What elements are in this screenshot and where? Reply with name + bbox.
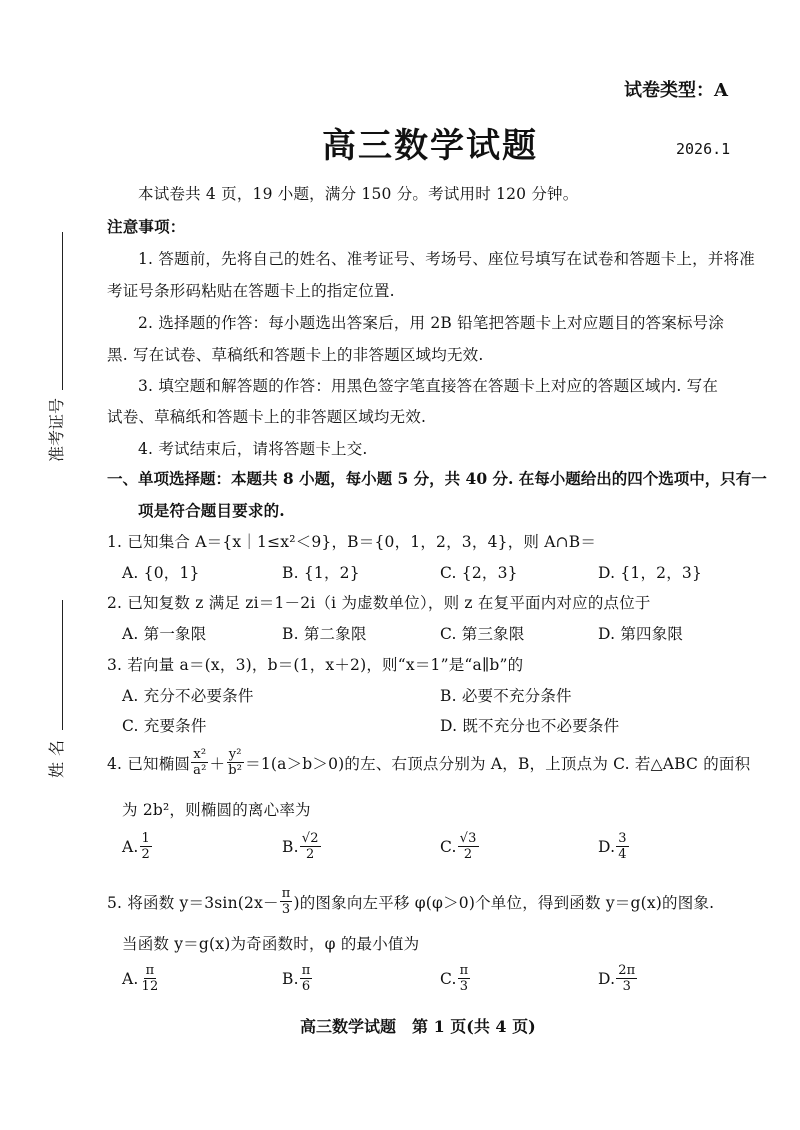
q4-option-b: [282, 832, 322, 861]
q4-option-label: D.: [598, 837, 616, 856]
q4-option-d-den: 4: [618, 847, 627, 862]
q1-option-d: D. {1，2，3}: [598, 564, 703, 582]
q5-option-a-den: 12: [141, 979, 159, 994]
q4-stem-pre: 4. 已知椭圆: [107, 754, 191, 773]
notice-line: 试卷、草稿纸和答题卡上的非答题区域均无效.: [107, 408, 427, 426]
notice-line: 4. 考试结束后，请将答题卡上交.: [138, 440, 368, 458]
q2-option-c: C. 第三象限: [440, 625, 525, 643]
q5-option-label: D.: [598, 969, 616, 988]
q4-fraction-x-den: a²: [193, 763, 207, 778]
q5-option-c-num: π: [459, 963, 469, 978]
notice-line: 1. 答题前，先将自己的姓名、准考证号、考场号、座位号填写在试卷和答题卡上，并将准: [138, 250, 755, 268]
q5-option-b: [282, 964, 313, 993]
q3-option-d: D. 既不充分也不必要条件: [440, 717, 620, 735]
q5-option-b-den: 6: [301, 979, 311, 994]
question-4-stem-line2: 为 2b²，则椭圆的离心率为: [122, 801, 311, 819]
q4-fraction-x: [191, 748, 208, 777]
q5-fraction-den: 3: [281, 902, 291, 917]
q4-option-a-den: 2: [141, 847, 151, 862]
question-2-stem: 2. 已知复数 z 满足 zi＝1－2i（i 为虚数单位），则 z 在复平面内对应的点位于: [107, 594, 651, 612]
notice-heading: 注意事项：: [107, 217, 186, 236]
q5-stem-pre: 5. 将函数 y＝3sin(2x－: [107, 893, 279, 912]
exam-date: 2026.1: [676, 140, 731, 158]
question-1-stem: 1. 已知集合 A＝{x｜1≤x²＜9}，B＝{0，1，2，3，4}，则 A∩B＝: [107, 533, 597, 551]
q4-option-b-num: √2: [301, 831, 319, 846]
q2-option-d: D. 第四象限: [598, 625, 684, 643]
q4-option-a-num: 1: [141, 831, 151, 846]
exam-number-label: 准考证号: [47, 397, 66, 462]
q4-option-c: [440, 832, 480, 861]
q5-option-b-num: π: [301, 963, 311, 978]
section-heading-cont: 项是符合题目要求的.: [138, 501, 285, 520]
q5-fraction-num: π: [281, 886, 291, 901]
notice-line: 考证号条形码粘贴在答题卡上的指定位置.: [107, 282, 395, 300]
q3-option-c: C. 充要条件: [122, 717, 207, 735]
q3-option-b: B. 必要不充分条件: [440, 687, 572, 705]
q3-option-a: A. 充分不必要条件: [122, 687, 254, 705]
q4-option-c-den: 2: [463, 847, 473, 862]
q5-option-d-den: 3: [622, 979, 632, 994]
q1-option-c: C. {2，3}: [440, 564, 518, 582]
q5-option-d-num: 2π: [618, 963, 636, 978]
q5-option-d: [598, 964, 638, 993]
q4-option-b-den: 2: [305, 847, 315, 862]
q5-option-label: C.: [440, 969, 457, 988]
q4-fraction-x-num: x²: [193, 747, 207, 762]
q4-fraction-y-den: b²: [228, 763, 243, 778]
section-heading: 一、单项选择题：本题共 8 小题，每小题 5 分，共 40 分. 在每小题给出的四个选项中，只有一: [107, 469, 767, 488]
q4-fraction-y-num: y²: [228, 747, 242, 762]
q4-option-c-num: √3: [459, 831, 477, 846]
q5-option-c-den: 3: [459, 979, 469, 994]
q5-option-c: [440, 964, 471, 993]
name-label: 姓名: [47, 733, 66, 778]
q1-option-b: B. {1，2}: [282, 564, 360, 582]
question-4-stem: [107, 748, 750, 777]
q2-option-a: A. 第一象限: [122, 625, 207, 643]
page-footer: 高三数学试题 第 1 页(共 4 页): [300, 1017, 536, 1036]
notice-line: 黑. 写在试卷、草稿纸和答题卡上的非答题区域均无效.: [107, 346, 484, 364]
q4-option-label: B.: [282, 837, 299, 856]
notice-line: 2. 选择题的作答：每小题选出答案后，用 2B 铅笔把答题卡上对应题目的答案标号涂: [138, 314, 725, 332]
question-3-stem: 3. 若向量 a＝(x，3)，b＝(1，x＋2)，则“x＝1”是“a∥b”的: [107, 656, 524, 674]
notice-line: 3. 填空题和解答题的作答：用黑色签字笔直接答在答题卡上对应的答题区域内. 写在: [138, 377, 719, 395]
q4-option-d-num: 3: [618, 831, 627, 846]
paper-type: 试卷类型：A: [624, 80, 728, 101]
intro-text: 本试卷共 4 页，19 小题，满分 150 分。考试用时 120 分钟。: [138, 185, 579, 203]
q4-option-label: A.: [122, 837, 139, 856]
name-line[interactable]: [62, 600, 63, 730]
exam-number-line[interactable]: [62, 232, 63, 390]
q5-stem-post: )的图象向左平移 φ(φ＞0)个单位，得到函数 y＝g(x)的图象.: [293, 893, 715, 912]
q4-option-a: [122, 832, 153, 861]
q4-fraction-y: [226, 748, 244, 777]
page-title: 高三数学试题: [322, 126, 538, 166]
q5-fraction: [280, 887, 293, 916]
q5-option-label: B.: [282, 969, 299, 988]
q4-option-d: [598, 832, 630, 861]
q4-plus: ＋: [209, 754, 226, 773]
question-5-stem-line2: 当函数 y＝g(x)为奇函数时，φ 的最小值为: [122, 935, 420, 953]
q5-option-label: A.: [122, 969, 139, 988]
q4-option-label: C.: [440, 837, 457, 856]
q5-option-a-num: π: [145, 963, 155, 978]
q5-option-a: [122, 964, 161, 993]
q1-option-a: A. {0，1}: [122, 564, 200, 582]
q4-stem-post: ＝1(a＞b＞0)的左、右顶点分别为 A，B，上顶点为 C. 若△ABC 的面积: [245, 754, 751, 773]
question-5-stem: [107, 887, 714, 916]
q2-option-b: B. 第二象限: [282, 625, 367, 643]
